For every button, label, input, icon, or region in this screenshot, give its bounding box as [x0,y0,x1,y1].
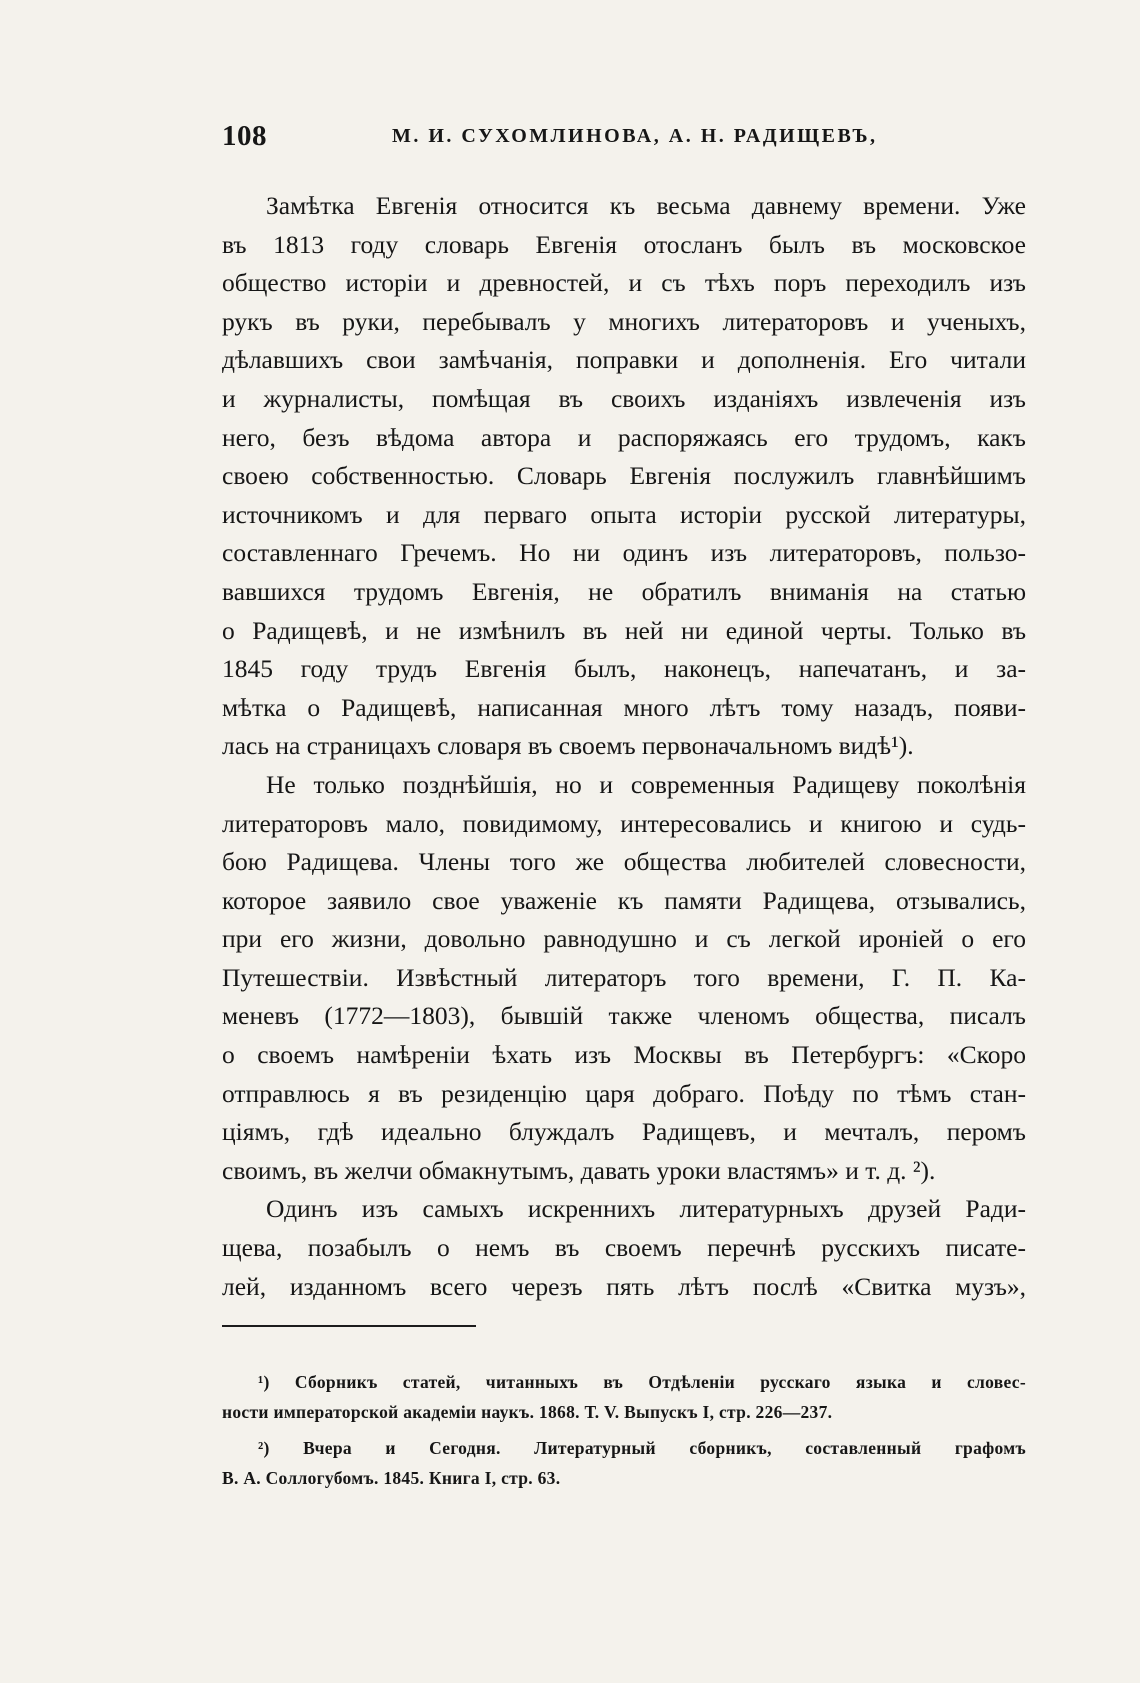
text-line: бою Радищева. Члены того же общества любителей словесности, [222,847,1026,877]
text-line: ціямъ, гдѣ идеально блуждалъ Радищевъ, и мечталъ, перомъ [222,1117,1026,1147]
running-head [222,120,1026,160]
text-line: мѣтка о Радищевѣ, написанная много лѣтъ тому назадъ, появи- [222,692,1026,722]
text-line: общество исторіи и древностей, и съ тѣхъ поръ переходилъ изъ [222,268,1026,298]
text-line: Не только позднѣйшія, но и современныя Радищеву поколѣнія [266,769,1026,799]
text-line: вавшихся трудомъ Евгенія, не обратилъ вниманія на статью [222,576,1026,606]
text-line: меневъ (1772—1803), бывшій также членомъ общества, писалъ [222,1001,1026,1031]
text-line: которое заявило свое уваженіе къ памяти Радищева, отзывались, [222,885,1026,915]
footnote-divider [222,1325,476,1327]
text-line: Одинъ изъ самыхъ искреннихъ литературныхъ друзей Ради- [266,1194,1026,1224]
footnote-line: ²) Вчера и Сегодня. Литературный сборникъ, составленный графомъ [258,1438,1026,1458]
text-line: о Радищевѣ, и не измѣнилъ въ ней ни единой черты. Только въ [222,615,1026,645]
footnote-line: ности императорской академіи наукъ. 1868. Т. V. Выпускъ I, стр. 226—237. [222,1401,833,1422]
text-line: 1845 году трудъ Евгенія былъ, наконецъ, напечатанъ, и за- [222,654,1026,684]
text-line: при его жизни, довольно равнодушно и съ легкой ироніей о его [222,924,1026,954]
text-line: въ 1813 году словарь Евгенія отосланъ былъ въ московское [222,229,1026,259]
text-line: источникомъ и для перваго опыта исторіи русской литературы, [222,499,1026,529]
text-line: него, безъ вѣдома автора и распоряжаясь его трудомъ, какъ [222,422,1026,452]
text-line: своею собственностью. Словарь Евгенія послужилъ главнѣйшимъ [222,461,1026,491]
text-line: составленнаго Гречемъ. Но ни одинъ изъ литераторовъ, пользо- [222,538,1026,568]
text-line: и журналисты, помѣщая въ своихъ изданіяхъ извлеченія изъ [222,383,1026,413]
running-title: М. И. СУХОМЛИНОВА, А. Н. РАДИЩЕВЪ, [392,125,878,147]
text-line: о своемъ намѣреніи ѣхать изъ Москвы въ Петербургъ: «Скоро [222,1040,1026,1070]
footnotes [222,1368,1026,1493]
body-text [222,187,1026,1306]
text-line: литераторовъ мало, повидимому, интересовались и книгою и судь- [222,808,1026,838]
text-line: рукъ въ руки, перебывалъ у многихъ литераторовъ и ученыхъ, [222,306,1026,336]
text-line: дѣлавшихъ свои замѣчанія, поправки и дополненія. Его читали [222,345,1026,375]
text-line: своимъ, въ желчи обмакнутымъ, давать уроки властямъ» и т. д. ²). [222,1155,936,1185]
text-line: Замѣтка Евгенія относится къ весьма давнему времени. Уже [266,191,1026,220]
text-line: щева, позабылъ о немъ въ своемъ перечнѣ русскихъ писате- [222,1233,1026,1263]
text-line: отправлюсь я въ резиденцію царя добраго. Поѣду по тѣмъ стан- [222,1078,1026,1108]
text-line: лей, изданномъ всего черезъ пять лѣтъ послѣ «Свитка музъ», [222,1271,1026,1301]
footnote-line: ¹) Сборникъ статей, читанныхъ въ Отдѣленіи русскаго языка и словес- [258,1372,1026,1392]
text-line: Путешествіи. Извѣстный литераторъ того времени, Г. П. Ка- [222,962,1026,992]
text-line: лась на страницахъ словаря въ своемъ первоначальномъ видѣ¹). [222,731,914,761]
page-number: 108 [222,120,267,152]
footnote-line: В. А. Соллогубомъ. 1845. Книга I, стр. 63. [222,1467,561,1488]
